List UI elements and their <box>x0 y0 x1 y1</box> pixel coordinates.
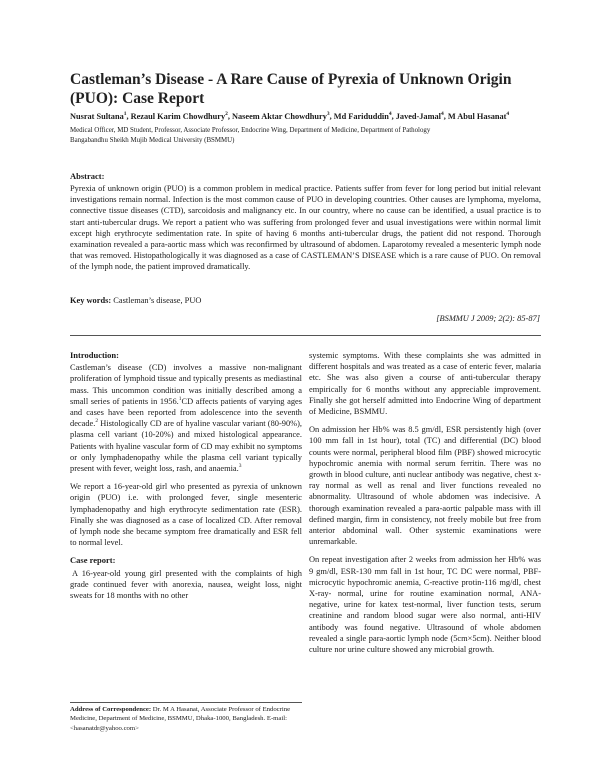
author-name: Md Fariduddin <box>333 112 389 121</box>
intro-paragraph: Castleman’s disease (CD) involves a massive non-malignant proliferation of lymphoid tissue and typically presents as mediastinal mass. This uncommon condition was initially described among a small series of patients in 1956.$^1$CD affects patients of varying ages and cases have been reported from adolescence into the seventh decade.$^2$ Histologically CD are of hyaline vascular variant (80-90%), plasma cell variant (10-20%) and mixed histological appearance. Patients with hyaline vascular form of CD may exhibit no symptoms or only lymphadenopathy while the plasma cell variant typically present with fever, weight loss, rash, and anaemia.$^3$ <box>70 363 302 474</box>
left-column <box>70 350 302 608</box>
case-paragraph: On admission her Hb% was 8.5 gm/dl, ESR persistently high (over 100 mm fall in 1st hour), total (TC) and differential (DC) blood counts were normal, peripheral blood film (PBF) showed microcytic hypochromic anemia with normal serum ferritin. There was no growth in blood culture, anti nuclear antibody was negative, chest x-ray normal as well as renal and liver functions revealed no abnormality. Ultrasound of whole abdomen was indecisive. A thorough examination revealed a para-aortic palpable mass with ill defined margin, firm in consistency, not freely mobile but free from anterior abdominal wall. Other systemic examinations were unremarkable. <box>309 425 541 547</box>
reference-marker: 1 <box>178 396 182 403</box>
author-list: Nusrat Sultana$^1$, Rezaul Karim Chowdhury$^2$, Naseem Aktar Chowdhury$^3$, Md Fariduddin$^4$, Javed-Jamal$^4$, M Abul Hasanat$^4$ <box>70 111 510 121</box>
footnote-divider <box>70 702 302 703</box>
citation: [BSMMU J 2009; 2(2): 85-87] <box>436 314 540 323</box>
keywords <box>70 296 201 305</box>
correspondence-text: Dr. M A Hasanat, Associate Professor of Endocrine Medicine, Department of Medicine, BSMMU, Dhaka-1000, Bangladesh. E-mail: <hasanatdr@yahoo.com> <box>70 706 291 732</box>
author-name: Nusrat Sultana <box>70 112 124 121</box>
abstract-text: Pyrexia of unknown origin (PUO) is a common problem in medical practice. Patients suffer from fever for long period but initial relevant investigations remain normal. Infection is the most common cause of PUO in developing countries. Other causes are lymphoma, myeloma, connective tissue diseases (CTD), sarcoidosis and malignancy etc. In our country, where no cause can be identified, a usual practice is to start anti-tubercular drugs. We report a patient who was suffering from prolonged fever and usual investigations were within normal limit except high erythrocyte sedimentation rate. In spite of having 6 months anti-tubercular drugs, the patient did not respond. Thorough examination revealed a para-aortic mass which was reconfirmed by ultrasound of abdomen. Laparotomy revealed a mesenteric lymph node that was removed. Histopathologically it was diagnosed as a case of CASTLEMAN’S DISEASE which is a rare cause of PUO. On removal of the lymph node, the patient improved dramatically. <box>70 184 541 272</box>
case-paragraph: systemic symptoms. With these complaints she was admitted in different hospitals and was treated as a case of enteric fever, malaria etc. She was also given a course of anti-tubercular therapy empirically for 6 months without any appreciable improvement. Finally she got herself admitted into Endocrine Wing of department of Medicine, BSMMU. <box>309 351 541 417</box>
affiliation-line: Medical Officer, MD Student, Professor, Associate Professor, Endocrine Wing, Department of Medicine, Department of Pathology <box>70 127 431 134</box>
paper-title: Castleman’s Disease - A Rare Cause of Pyrexia of Unknown Origin (PUO): Case Report <box>70 71 512 107</box>
reference-marker: 2 <box>95 418 99 425</box>
intro-paragraph: We report a 16-year-old girl who presented as pyrexia of unknown origin (PUO) i.e. with prolonged fever, single mesenteric lymphadenopathy and high erythrocyte sedimentation rate (ESR). Finally she was diagnosed as a case of localized CD. After removal of lymph node she became symptom free dramatically and ESR fell to normal level. <box>70 482 302 548</box>
author-name: Rezaul Karim Chowdhury <box>130 112 226 121</box>
right-column <box>309 350 541 662</box>
case-paragraph: A 16-year-old young girl presented with the complaints of high grade continued fever with anorexia, nausea, weight loss, night sweats for 18 months with no other <box>70 568 302 601</box>
case-paragraph: On repeat investigation after 2 weeks from admission her Hb% was 9 gm/dl, ESR-130 mm fall in 1st hour, TC DC were normal, PBF- microcytic hypochromic anemia, C-reactive protin-116 mg/dl, chest X-ray- normal, urine for routine examination normal, ANA- negative, urine for katex test-normal, liver function tests, serum creatinine and random blood sugar were also normal, anti-HIV antibody was found negative. Ultrasound of whole abdomen revealed a single para-aortic lymph node (5cm×5cm). Neither blood culture nor urine culture showed any microbial growth. <box>309 555 541 655</box>
section-divider <box>70 335 541 336</box>
affiliations <box>70 126 540 146</box>
author-name: M Abul Hasanat <box>447 112 507 121</box>
correspondence-label: Address of Correspondence: <box>70 706 152 713</box>
intro-heading: Introduction: <box>70 350 119 360</box>
reference-marker: 3 <box>238 463 242 470</box>
keywords-label: Key words: <box>70 296 112 305</box>
correspondence-footnote <box>70 705 302 733</box>
author-name: Javed-Jamal <box>395 112 441 121</box>
affiliation-line: Bangabandhu Sheikh Mujib Medical University (BSMMU) <box>70 137 235 144</box>
author-name: Naseem Aktar Chowdhury <box>232 112 327 121</box>
case-heading: Case report: <box>70 555 116 566</box>
keywords-value: Castleman’s disease, PUO <box>113 296 202 305</box>
abstract-heading: Abstract: <box>70 171 105 181</box>
